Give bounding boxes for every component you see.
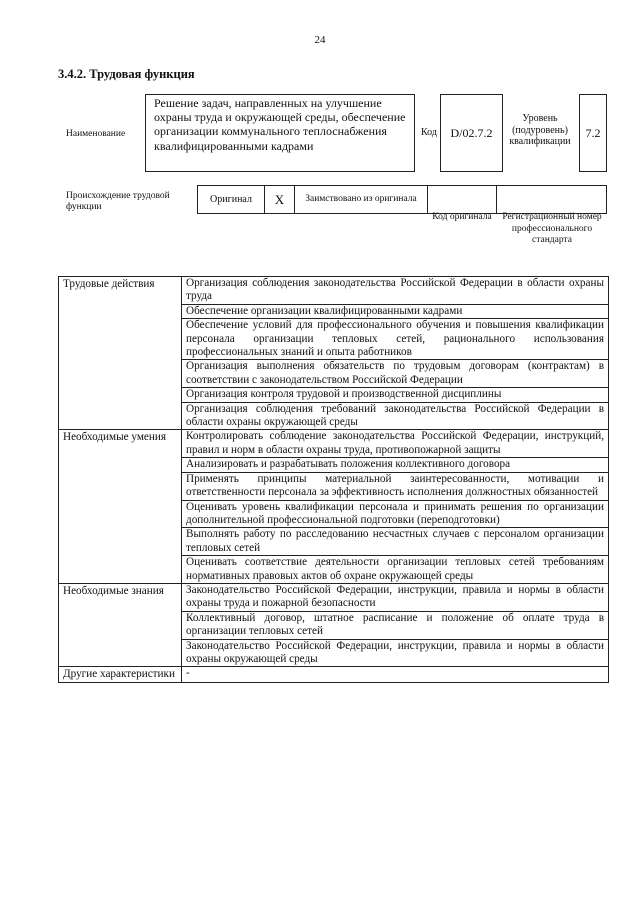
name-label: Наименование bbox=[66, 129, 126, 139]
table-row bbox=[59, 430, 609, 458]
table-cell: Обеспечение условий для профессионального обучения и повышения квалификации персонала организации тепловых сетей, рационального использования профессиональных знаний и опыта работников bbox=[182, 319, 609, 360]
function-name: Решение задач, направленных на улучшение охраны труда и окружающей среды, обеспечение организации коммунального теплоснабжения квалифицированными кадрами bbox=[145, 94, 415, 172]
row-label: Необходимые знания bbox=[59, 583, 182, 666]
table-cell: Выполнять работу по расследованию несчастных случаев с персоналом организации тепловых сетей bbox=[182, 528, 609, 556]
row-label: Необходимые умения bbox=[59, 430, 182, 583]
row-label: Трудовые действия bbox=[59, 277, 182, 430]
code-label: Код bbox=[421, 127, 437, 138]
table-cell: Законодательство Российской Федерации, инструкции, правила и нормы в области охраны труда и пожарной безопасности bbox=[182, 583, 609, 611]
origin-regnum-cell bbox=[496, 185, 607, 214]
table-cell: Оценивать уровень квалификации персонала и принимать решения по организации дополнительной профессиональной подготовки (переподготовки) bbox=[182, 500, 609, 528]
table-cell: Обеспечение организации квалифицированными кадрами bbox=[182, 304, 609, 318]
section-title: 3.4.2. Трудовая функция bbox=[58, 67, 195, 81]
level-label: Уровень (подуровень) квалификации bbox=[509, 113, 571, 147]
table-row bbox=[59, 277, 609, 305]
qualification-level: 7.2 bbox=[579, 94, 607, 172]
table-cell: Организация соблюдения законодательства Российской Федерации в области охраны труда bbox=[182, 277, 609, 305]
origin-label: Происхождение трудовой функции bbox=[66, 191, 170, 212]
table-cell: Организация выполнения обязательств по трудовым договорам (контрактам) в соответствии с законодательством Российской Федерации bbox=[182, 360, 609, 388]
code-original-label: Код оригинала bbox=[432, 212, 492, 222]
reg-number-label: Регистрационный номер профессионального стандарта bbox=[502, 212, 602, 245]
table-cell: Контролировать соблюдение законодательства Российской Федерации, инструкций, правил и норм в области охраны труда, противопожарной защиты bbox=[182, 430, 609, 458]
origin-borrowed-cell: Заимствовано из оригинала bbox=[294, 185, 428, 214]
table-cell: Анализировать и разрабатывать положения коллективного договора bbox=[182, 458, 609, 472]
table-cell: Организация контроля трудовой и производственной дисциплины bbox=[182, 388, 609, 402]
table-row bbox=[59, 667, 609, 682]
table-cell: - bbox=[182, 667, 609, 682]
table-cell: Оценивать соответствие деятельности организации тепловых сетей требованиям нормативных правовых актов об охране окружающей среды bbox=[182, 556, 609, 584]
function-details-table bbox=[58, 276, 609, 683]
origin-code-cell bbox=[427, 185, 497, 214]
function-code: D/02.7.2 bbox=[440, 94, 503, 172]
table-cell: Применять принципы материальной заинтересованности, мотивации и ответственности персонала за эффективность исполнения должностных обязанностей bbox=[182, 472, 609, 500]
row-label: Другие характеристики bbox=[59, 667, 182, 682]
table-cell: Коллективный договор, штатное расписание и положение об оплате труда в организации тепловых сетей bbox=[182, 611, 609, 639]
page-number: 24 bbox=[314, 34, 326, 46]
table-cell: Организация соблюдения требований законодательства Российской Федерации в области охраны окружающей среды bbox=[182, 402, 609, 430]
table-row bbox=[59, 583, 609, 611]
origin-original-cell: Оригинал bbox=[197, 185, 265, 214]
origin-mark-cell: X bbox=[264, 185, 295, 214]
table-cell: Законодательство Российской Федерации, инструкции, правила и нормы в области охраны окружающей среды bbox=[182, 639, 609, 667]
